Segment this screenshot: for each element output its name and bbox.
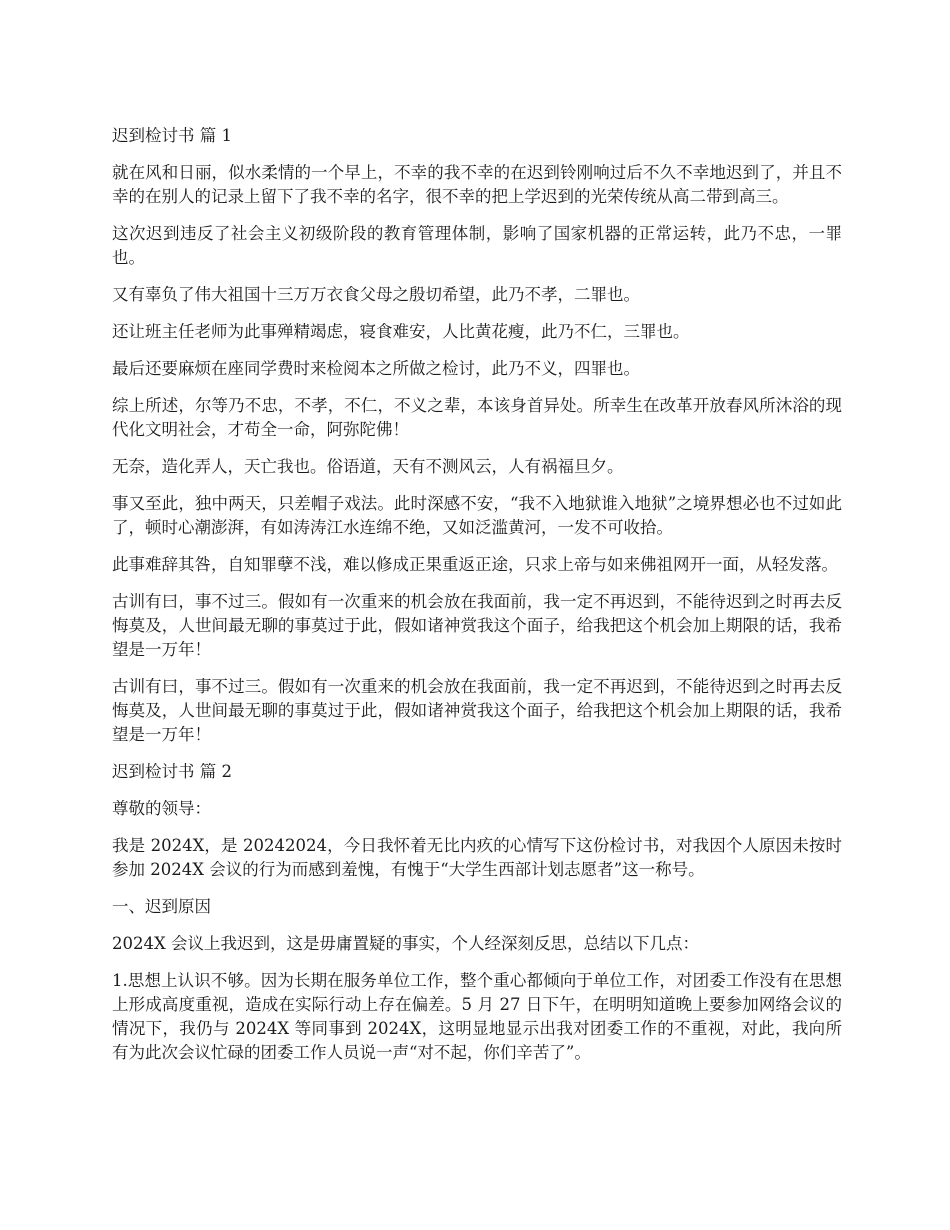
- subheading-reasons: 一、迟到原因: [112, 897, 211, 916]
- paragraph: 古训有曰，事不过三。假如有一次重来的机会放在我面前，我一定不再迟到，不能待迟到之时再去反悔莫及，人世间最无聊的事莫过于此，假如诸神赏我这个面子，给我把这个机会加上期限的话，我希望是一万年！: [112, 677, 842, 744]
- intro-paragraph: 我是 2024X，是 20242024，今日我怀着无比内疚的心情写下这份检讨书，对我因个人原因未按时参加 2024X 会议的行为而感到羞愧，有愧于“大学生西部计划志愿者”这一称号。: [112, 836, 842, 879]
- section-2-title: 迟到检讨书 篇 2: [112, 762, 232, 781]
- reason-item-1: 1.思想上认识不够。因为长期在服务单位工作，整个重心都倾向于单位工作，对团委工作没有在思想上形成高度重视，造成在实际行动上存在偏差。5 月 27 日下午，在明明知道晚上要参加网络会议的情况下，我仍与 2024X 等同事到 2024X，这明显地显示出我对团委工作的不重视，对此，我向所有为此次会议忙碌的团委工作人员说一声“对不起，你们辛苦了”。: [112, 971, 842, 1062]
- paragraph: 古训有曰，事不过三。假如有一次重来的机会放在我面前，我一定不再迟到，不能待迟到之时再去反悔莫及，人世间最无聊的事莫过于此，假如诸神赏我这个面子，给我把这个机会加上期限的话，我希望是一万年！: [112, 592, 842, 659]
- paragraph: 事又至此，独中两天，只差帽子戏法。此时深感不安，“我不入地狱谁入地狱”之境界想必也不过如此了，顿时心潮澎湃，有如涛涛江水连绵不绝，又如泛滥黄河，一发不可收拾。: [112, 494, 842, 537]
- paragraph: 就在风和日丽，似水柔情的一个早上，不幸的我不幸的在迟到铃刚响过后不久不幸地迟到了，并且不幸的在别人的记录上留下了我不幸的名字，很不幸的把上学迟到的光荣传统从高二带到高三。: [112, 163, 842, 206]
- paragraph: 此事难辞其咎，自知罪孽不浅，难以修成正果重返正途，只求上帝与如来佛祖网开一面，从轻发落。: [112, 555, 838, 574]
- paragraph: 最后还要麻烦在座同学费时来检阅本之所做之检讨，此乃不义，四罪也。: [112, 359, 640, 378]
- paragraph: 又有辜负了伟大祖国十三万万衣食父母之殷切希望，此乃不孝，二罪也。: [112, 285, 640, 304]
- section-1-title: 迟到检讨书 篇 1: [112, 126, 232, 145]
- document-page: [112, 124, 842, 1078]
- paragraph: 还让班主任老师为此事殚精竭虑，寝食难安，人比黄花瘦，此乃不仁，三罪也。: [112, 322, 690, 341]
- reason-intro: 2024X 会议上我迟到，这是毋庸置疑的事实，个人经深刻反思，总结以下几点：: [112, 934, 699, 953]
- paragraph: 无奈，造化弄人，天亡我也。俗语道，天有不测风云，人有祸福旦夕。: [112, 457, 624, 476]
- paragraph: 综上所述，尔等乃不忠，不孝，不仁，不义之辈，本该身首异处。所幸生在改革开放春风所沐浴的现代化文明社会，才苟全一命，阿弥陀佛！: [112, 396, 842, 439]
- greeting: 尊敬的领导：: [112, 799, 211, 818]
- paragraph: 这次迟到违反了社会主义初级阶段的教育管理体制，影响了国家机器的正常运转，此乃不忠，一罪也。: [112, 224, 842, 267]
